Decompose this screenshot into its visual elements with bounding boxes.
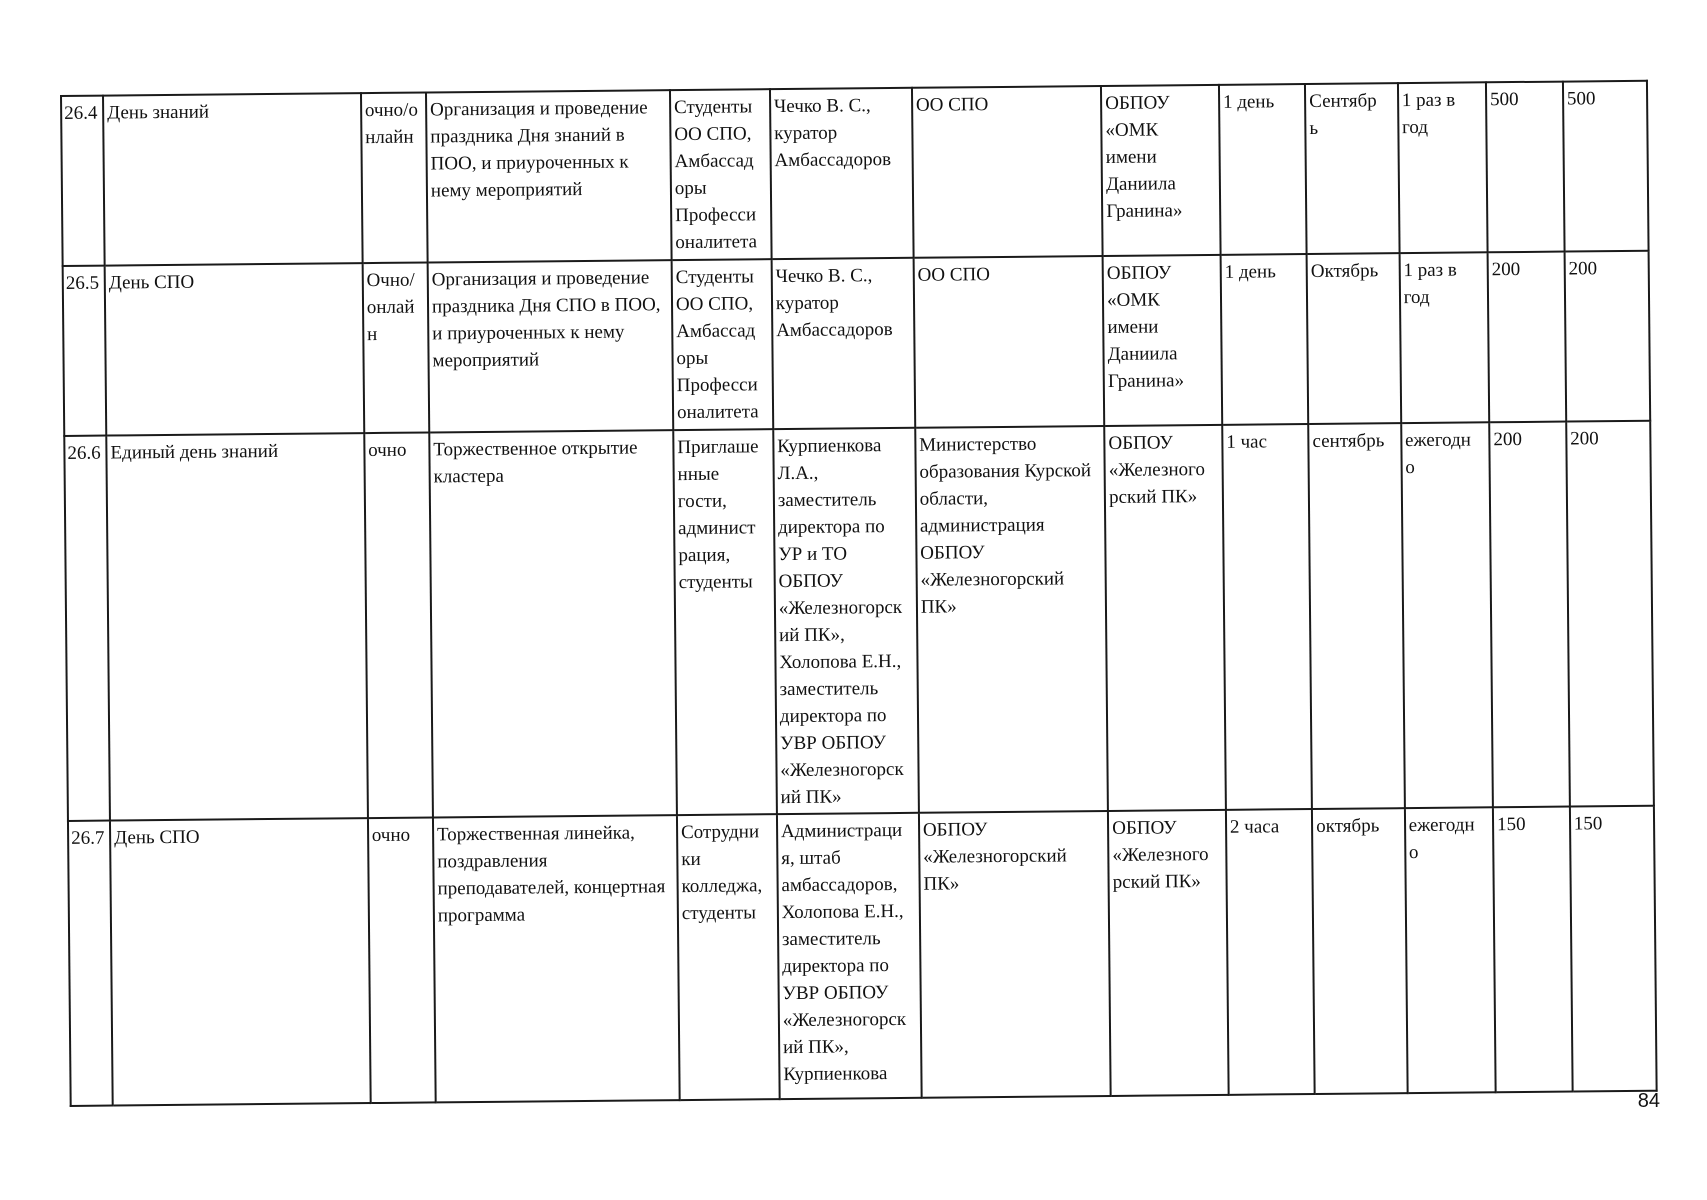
event-organizer: Министерство образования Курской области, администрация ОБПОУ «Железногорский ПК» — [915, 426, 1108, 813]
row-number: 26.4 — [61, 96, 105, 266]
event-format: очно — [364, 432, 433, 818]
event-name: Единый день знаний — [106, 433, 367, 820]
event-name: День СПО — [110, 818, 370, 1105]
event-responsible: Администраци я, штаб амбассадоров, Холопова Е.Н., заместитель директора по УВР ОБПОУ «Железногорск ий ПК», Курпиенкова — [777, 813, 922, 1099]
row-number: 26.7 — [68, 821, 113, 1106]
event-description: Организация и проведение праздника Дня СПО в ПОО, и приуроченных к нему мероприятий — [428, 260, 674, 432]
event-duration: 2 часа — [1226, 809, 1315, 1095]
event-participants: Студенты ОО СПО, Амбассад оры Професси оналитета — [672, 259, 774, 430]
event-description: Торжественное открытие кластера — [429, 430, 677, 817]
event-venue: ОБПОУ «Железного рский ПК» — [1104, 425, 1225, 811]
event-count-1: 150 — [1493, 807, 1572, 1093]
event-responsible: Чечко В. С., куратор Амбассадоров — [771, 258, 915, 429]
event-count-2: 500 — [1563, 81, 1649, 252]
event-format: очно/о нлайн — [361, 92, 428, 263]
event-frequency: ежегодн о — [1405, 807, 1496, 1093]
event-frequency: ежегодн о — [1401, 422, 1493, 808]
event-name: День знаний — [103, 93, 362, 265]
event-duration: 1 час — [1222, 424, 1312, 810]
event-month: сентябрь — [1308, 423, 1404, 809]
event-month: Октябрь — [1307, 253, 1401, 424]
event-venue: ОБПОУ «ОМК имени Даниила Гранина» — [1101, 85, 1220, 256]
table-row — [63, 251, 1651, 436]
event-duration: 1 день — [1219, 84, 1307, 255]
events-table — [60, 80, 1658, 1107]
event-format: очно — [368, 817, 436, 1103]
event-venue: ОБПОУ «ОМК имени Даниила Гранина» — [1103, 255, 1222, 426]
event-participants: Сотрудни ки колледжа, студенты — [677, 814, 780, 1100]
page-number: 84 — [1637, 1090, 1660, 1112]
table-row — [64, 421, 1654, 821]
event-organizer: ОО СПО — [913, 256, 1104, 428]
event-name: День СПО — [105, 263, 364, 435]
event-organizer: ОО СПО — [912, 86, 1103, 258]
event-month: октябрь — [1312, 808, 1407, 1094]
event-count-1: 500 — [1486, 82, 1564, 253]
event-duration: 1 день — [1220, 254, 1308, 425]
event-description: Организация и проведение праздника Дня знаний в ПОО, и приуроченных к нему мероприятий — [426, 90, 672, 262]
event-frequency: 1 раз в год — [1399, 252, 1489, 423]
event-participants: Приглаше нные гости, админист рация, студенты — [673, 429, 777, 815]
event-venue: ОБПОУ «Железного рский ПК» — [1108, 810, 1229, 1096]
event-format: Очно/ онлай н — [362, 262, 429, 433]
event-count-1: 200 — [1488, 252, 1566, 423]
event-count-2: 150 — [1570, 806, 1657, 1092]
event-organizer: ОБПОУ «Железногорский ПК» — [919, 811, 1111, 1098]
event-count-2: 200 — [1566, 421, 1654, 807]
event-responsible: Курпиенкова Л.А., заместитель директора по УР и ТО ОБПОУ «Железногорск ий ПК», Холопова Е.Н., заместитель директора по УВР ОБПОУ «Железногорск ий ПК» — [773, 428, 919, 814]
event-frequency: 1 раз в год — [1398, 82, 1488, 253]
event-responsible: Чечко В. С., куратор Амбассадоров — [770, 88, 914, 259]
event-month: Сентябр ь — [1305, 83, 1399, 254]
event-participants: Студенты ОО СПО, Амбассад оры Професси оналитета — [670, 89, 772, 260]
event-count-1: 200 — [1489, 422, 1569, 808]
row-number: 26.6 — [64, 436, 110, 821]
event-count-2: 200 — [1564, 251, 1650, 422]
event-description: Торжественная линейка, поздравления преподавателей, концертная программа — [433, 815, 680, 1102]
table-row — [68, 806, 1657, 1106]
table-row — [61, 81, 1649, 266]
row-number: 26.5 — [63, 266, 107, 436]
